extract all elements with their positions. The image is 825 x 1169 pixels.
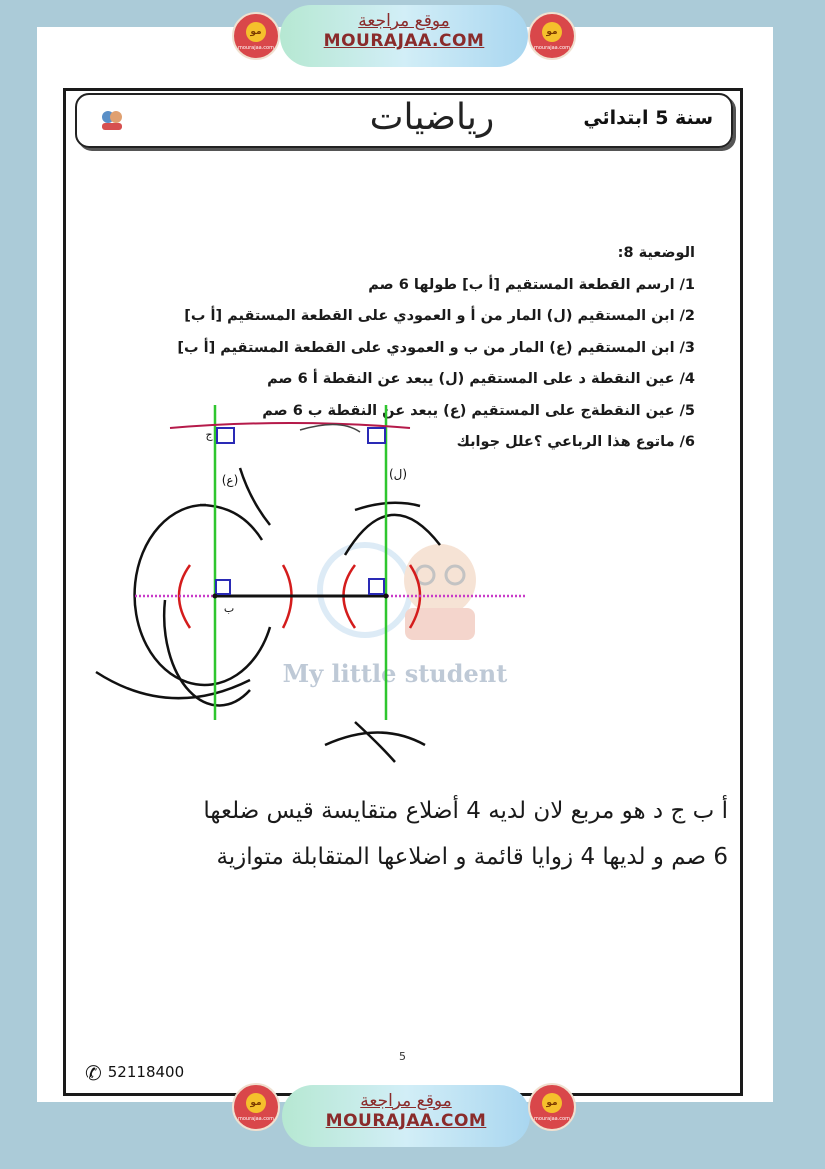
line-l-label: (ل) (388, 467, 408, 481)
phone-contact (85, 1061, 184, 1085)
answer-line-1: أ ب ج د هو مربع لان لديه 4 أضلاع متقايسة قيس ضلعها (203, 798, 728, 824)
subject-title: رياضيات (369, 97, 495, 138)
compass-arcs (96, 468, 440, 762)
site-badge-right-top[interactable]: مو mourajaa.com (528, 12, 576, 60)
phone-icon: ✆ (85, 1061, 102, 1085)
answer-line-2: 6 صم و لديها 4 زوايا قائمة و اضلاعها المتقابلة متوازية (216, 844, 728, 870)
site-name-ar[interactable]: موقع مراجعة (358, 11, 450, 31)
right-angle-marks (216, 428, 385, 594)
site-badge-left-bottom[interactable]: مو mourajaa.com (232, 1083, 280, 1131)
site-badge-right-bottom[interactable]: مو mourajaa.com (528, 1083, 576, 1131)
question-2: 2/ ابن المستقيم (ل) المار من أ و العمودي على القطعة المستقيم [أ ب] (184, 308, 695, 324)
answer-text (88, 788, 728, 880)
line-e-label: (ع) (221, 473, 239, 487)
question-3: 3/ ابن المستقيم (ع) المار من ب و العمودي على القطعة المستقيم [أ ب] (177, 339, 695, 356)
point-b-label: ب (223, 602, 235, 615)
grade-label: سنة 5 ابتدائي (583, 107, 713, 129)
question-5: 5/ عين النقطةج على المستقيم (ع) يبعد عن النقطة ب 6 صم (262, 402, 695, 419)
situation-title: الوضعية 8: (617, 245, 695, 261)
site-name-en-bottom[interactable]: MOURAJAA.COM (325, 1111, 487, 1131)
watermark-text: My little student (282, 659, 508, 688)
question-6: 6/ ماتوع هذا الرباعي ؟علل جوابك (456, 434, 695, 450)
site-name-en[interactable]: MOURAJAA.COM (323, 31, 485, 51)
site-badge-left-top[interactable]: مو mourajaa.com (232, 12, 280, 60)
point-j-label: ج (205, 428, 213, 441)
site-name-ar-bottom[interactable]: موقع مراجعة (360, 1091, 452, 1111)
question-1: 1/ ارسم القطعة المستقيم [أ ب] طولها 6 صم (368, 276, 695, 293)
phone-number: 52118400 (107, 1063, 185, 1081)
page-number: 5 (399, 1050, 406, 1063)
question-4: 4/ عين النقطة د على المستقيم (ل) يبعد عن النقطة أ 6 صم (267, 371, 695, 387)
